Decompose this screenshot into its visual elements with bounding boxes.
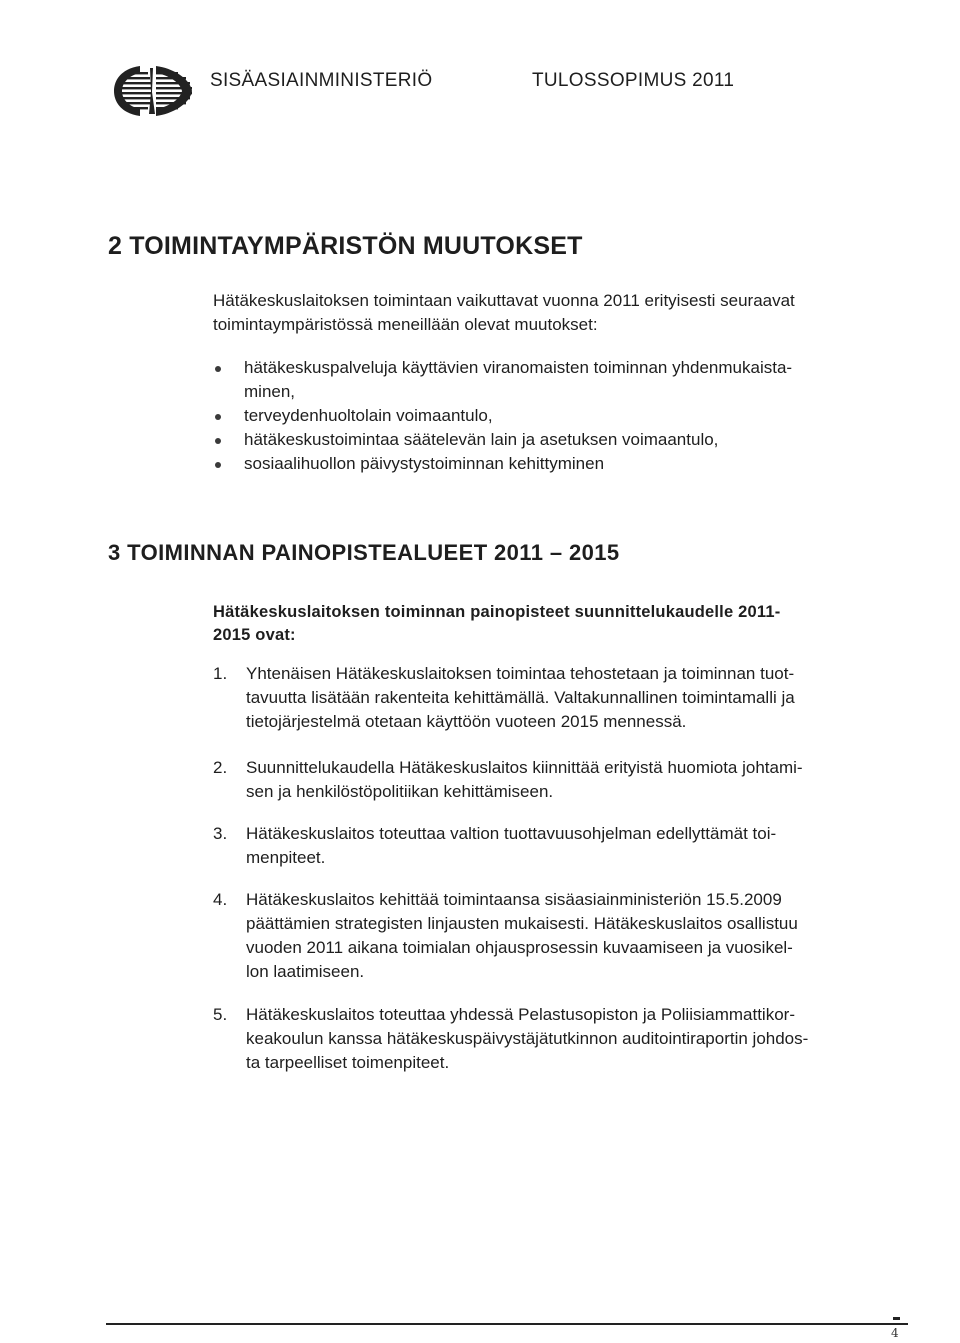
intro-line: Hätäkeskuslaitoksen toiminnan painopisteet suunnittelukaudelle 2011- (213, 603, 781, 621)
item-text: Hätäkeskuslaitos toteuttaa valtion tuottavuusohjelman edellyttämät toi- menpiteet. (246, 824, 777, 867)
item-number: 1. (213, 664, 228, 683)
item-text: Hätäkeskuslaitos kehittää toimintaansa sisäasiainministeriön 15.5.2009 päättämien strategisten linjausten mukaisesti. Hätäkeskuslaitos osallistuu vuoden 2011 aikana toimialan ohjausprosessin kuvaamiseen ja vuosikel- lon laatimiseen. (246, 890, 798, 981)
item-text: Yhtenäisen Hätäkeskuslaitoksen toimintaa tehostetaan ja toiminnan tuot- tavuutta lisätään rakenteita kehittämällä. Valtakunnallinen toimintamalli ja tietojärjestelmä otetaan käyttöön vuoteen 2015 mennessä. (246, 664, 795, 731)
footer-marker (893, 1317, 900, 1320)
change-list (213, 356, 903, 476)
priority-item-1 (213, 662, 903, 734)
bullet-icon (215, 414, 221, 420)
item-number: 3. (213, 824, 228, 843)
list-item-continuation: minen, (244, 382, 296, 401)
bullet-icon (215, 438, 221, 444)
section-3-heading: 3 TOIMINNAN PAINOPISTEALUEET 2011 – 2015 (108, 540, 620, 565)
item-text: Suunnittelukaudella Hätäkeskuslaitos kiinnittää erityistä huomiota johtami- sen ja henkilöstöpolitiikan kehittämiseen. (246, 758, 803, 801)
page-number: 4 (891, 1326, 899, 1340)
bullet-icon (215, 366, 221, 372)
section-3-intro (213, 601, 893, 647)
priority-item-5 (213, 1003, 903, 1075)
item-number: 4. (213, 890, 228, 909)
section-2-heading: 2 TOIMINTAYMPÄRISTÖN MUUTOKSET (108, 232, 583, 260)
list-item: sosiaalihuollon päivystystoiminnan kehittyminen (213, 452, 903, 476)
list-item: hätäkeskustoimintaa säätelevän lain ja asetuksen voimaantulo, (213, 428, 903, 452)
bullet-icon (215, 462, 221, 468)
priority-item-2 (213, 756, 903, 804)
section-2-intro (213, 289, 903, 337)
list-item: hätäkeskuspalveluja käyttävien viranomaisten toiminnan yhdenmukaista- (213, 356, 903, 380)
header-document-title: TULOSSOPIMUS 2011 (532, 70, 735, 91)
list-item: terveydenhuoltolain voimaantulo, (213, 404, 903, 428)
priority-item-4 (213, 888, 903, 984)
intro-line: Hätäkeskuslaitoksen toimintaan vaikuttavat vuonna 2011 erityisesti seuraavat (213, 291, 795, 310)
item-number: 5. (213, 1005, 228, 1024)
intro-line: 2015 ovat: (213, 626, 296, 644)
ministry-logo (106, 62, 198, 120)
intro-line: toimintaympäristössä meneillään olevat muutokset: (213, 315, 598, 334)
header-ministry-name: SISÄASIAINMINISTERIÖ (210, 70, 433, 91)
footer-divider (106, 1323, 908, 1325)
priority-item-3 (213, 822, 903, 870)
item-text: Hätäkeskuslaitos toteuttaa yhdessä Pelastusopiston ja Poliisiammattikor- keakoulun kanssa hätäkeskuspäivystäjätutkinnon auditointiraportin johdos- ta tarpeelliset toimenpiteet. (246, 1005, 809, 1072)
ministry-emblem-icon (106, 62, 198, 120)
item-number: 2. (213, 758, 228, 777)
